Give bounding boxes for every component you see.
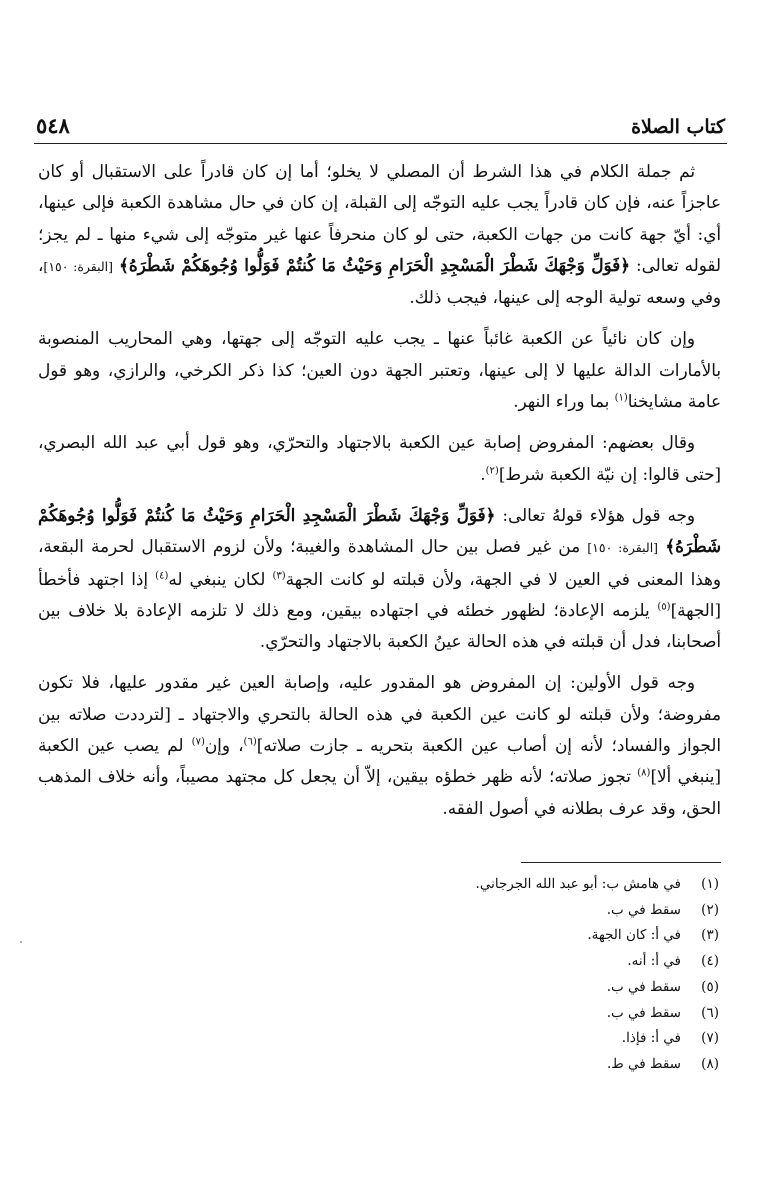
footnote-item <box>200 898 719 924</box>
footnote-text: في أ: أنه. <box>627 953 681 970</box>
footnote-number: (١) <box>701 876 719 892</box>
footnote-number: (٦) <box>701 1004 719 1021</box>
page-number: ٥٤٨ <box>36 113 70 138</box>
chapter-title: كتاب الصلاة <box>631 116 725 138</box>
quran-verse: ﴿فَوَلِّ وَجْهَكَ شَطْرَ الْمَسْجِدِ الْحَرَامِ وَحَيْثُ مَا كُنتُمْ فَوَلُّوا وُجُوهَكُمْ شَطْرَهُ﴾ <box>38 504 721 557</box>
scan-speck <box>20 941 22 943</box>
footnote-ref[interactable]: (٧) <box>191 736 205 748</box>
footnote-text: سقط في ب. <box>606 901 681 918</box>
footnote-item <box>200 1026 719 1052</box>
paragraph-1 <box>38 156 721 313</box>
footnote-number: (٨) <box>701 1055 719 1072</box>
verse-citation: [البقرة: ١٥٠] <box>43 258 114 274</box>
footnotes-list <box>200 872 719 1078</box>
footnote-number: (٧) <box>701 1030 719 1047</box>
footnote-ref[interactable]: (٤) <box>155 569 169 581</box>
text-run: من غير فصل بين حال المشاهدة والغيبة؛ ولأن لزوم الاستقبال لحرمة البقعة، وهذا المعنى في العين لا في الجهة، ولأن قبلته لو كانت الجهة <box>38 536 721 589</box>
footnote-text: سقط في ب. <box>606 1004 681 1021</box>
footnote-ref[interactable]: (٨) <box>637 767 651 779</box>
main-text <box>38 156 721 834</box>
paragraph-3 <box>38 427 721 490</box>
footnote-item <box>200 1052 719 1078</box>
quran-verse: ﴿فَوَلِّ وَجْهَكَ شَطْرَ الْمَسْجِدِ الْحَرَامِ وَحَيْثُ مَا كُنتُمْ فَوَلُّوا وُجُوهَكُمْ شَطْرَهُ﴾ <box>119 254 630 275</box>
footnote-item <box>200 949 719 975</box>
footnote-text: في هامش ب: أبو عبد الله الجرجاني. <box>475 876 681 892</box>
footnote-ref[interactable]: (٢) <box>485 465 499 477</box>
footnote-item <box>200 872 719 898</box>
text-run: ، وفي وسعه تولية الوجه إلى عينها، فيجب ذلك. <box>38 254 721 308</box>
text-run: وقال بعضهم: المفروض إصابة عين الكعبة بالاجتهاد والتحرّي، وهو قول أبي عبد الله البصري، [حتى قالوا: إن نيّة الكعبة شرط] <box>38 432 721 484</box>
footnote-text: سقط في ط. <box>606 1055 681 1072</box>
text-run: ثم جملة الكلام في هذا الشرط أن المصلي لا يخلو؛ أما إن كان قادراً على الاستقبال أو كان عاجزاً عنه، فإن كان قادراً يجب عليه التوجّه إلى القبلة، إن كان في حال مشاهدة الكعبة فإلى عينها، أي: أيّ جهة كانت من جهات الكعبة، حتى لو كان منحرفاً عنها غير متوجّه إلى شيء منها ـ لم يجز؛ لقوله تعالى: <box>38 161 721 275</box>
text-run: بما وراء النهر. <box>513 391 615 412</box>
footnote-ref[interactable]: (٥) <box>657 601 671 613</box>
footnote-ref[interactable]: (١) <box>614 392 628 404</box>
text-run: وجه قول هؤلاء قولهُ تعالى: <box>495 504 695 525</box>
page-header <box>36 104 725 138</box>
header-divider <box>34 143 727 144</box>
text-run: تجوز صلاته؛ لأنه ظهر خطؤه بيقين، إلاّ أن يجعل كل مجتهد مصيباً، وأنه خلاف المذهب الحق، وقد عرف بطلانه في أصول الفقه. <box>38 766 721 818</box>
paragraph-2 <box>38 323 721 417</box>
text-run: . <box>480 463 486 484</box>
footnote-item <box>200 923 719 949</box>
paragraph-4 <box>38 500 721 657</box>
footnote-item <box>200 975 719 1001</box>
text-run: وجه قول الأولين: إن المفروض هو المقدور عليه، وإصابة العين غير مقدور عليها، فلا تكون مفروضة؛ ولأن قبلته لو كانت عين الكعبة في هذه الحالة بالتحري والاجتهاد ـ [لترددت صلاته بين الجواز والفساد؛ لأنه إن أصاب عين الكعبة بتحريه ـ جازت صلاته] <box>38 672 721 756</box>
paragraph-5 <box>38 667 721 823</box>
footnote-number: (٣) <box>701 927 719 944</box>
footnote-text: في أ: كان الجهة. <box>587 927 681 944</box>
footnote-divider <box>521 862 721 863</box>
footnote-item <box>200 1001 719 1027</box>
footnote-ref[interactable]: (٣) <box>272 569 286 581</box>
text-run: لم يصب عين الكعبة [ينبغي ألا] <box>38 735 722 787</box>
footnote-ref[interactable]: (٦) <box>243 736 257 748</box>
footnote-text: في أ: فإذا. <box>621 1030 681 1047</box>
footnote-number: (٥) <box>701 978 719 995</box>
footnote-number: (٢) <box>701 901 719 918</box>
footnote-text: سقط في ب. <box>606 978 681 995</box>
text-run: وإن كان نائياً عن الكعبة غائباً عنها ـ يجب عليه التوجّه إلى جهتها، وهي المحاريب المنصوبة بالأمارات الدالة عليها لا إلى عينها، وتعتبر الجهة دون العين؛ كذا ذكر الكرخي، والرازي، وهو قول عامة مشايخنا <box>38 328 721 412</box>
verse-citation: [البقرة: ١٥٠] <box>587 540 659 556</box>
text-run: إذا اجتهد فأخطأ [الجهة] <box>38 568 721 620</box>
text-run: لكان ينبغي له <box>168 568 273 589</box>
text-run: يلزمه الإعادة؛ لظهور خطئه في اجتهاده بيقين، ومع ذلك لا تلزمه الإعادة بلا خلاف بين أصحابنا، فدل أن قبلته في هذه الحالة عينُ الكعبة بالاجتهاد والتحرّي. <box>38 599 721 652</box>
footnote-number: (٤) <box>701 953 719 970</box>
text-run: ، وإن <box>204 735 244 756</box>
